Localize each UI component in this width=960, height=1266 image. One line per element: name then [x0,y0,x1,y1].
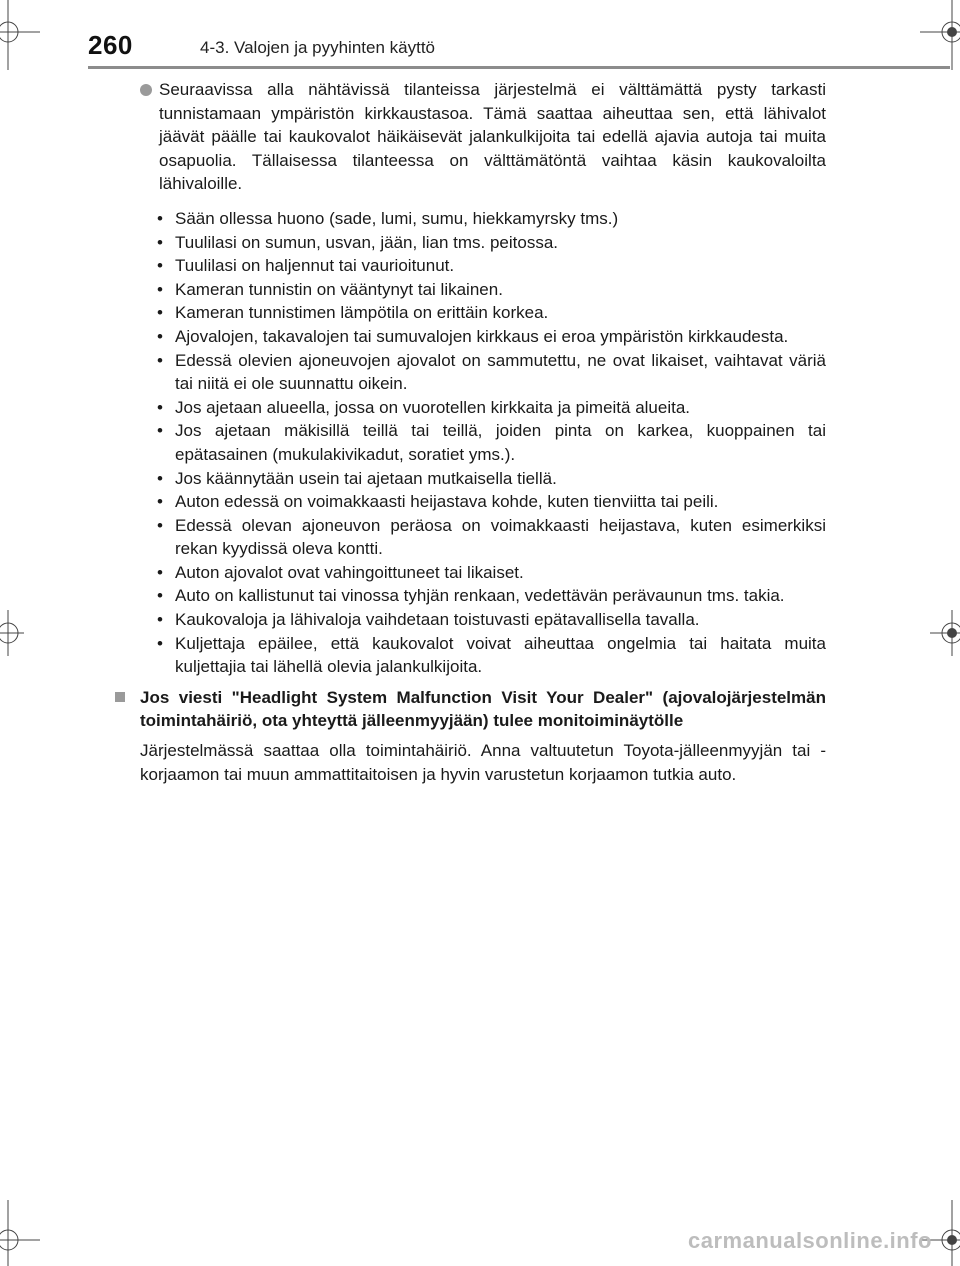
square-bullet-icon [115,692,125,702]
bullet-dot-icon: • [157,515,163,535]
list-item: • Ajovalojen, takavalojen tai sumuvalojen kirkkaus ei eroa ympäristön kirkkaudesta. [157,325,826,349]
list-item: • Auton edessä on voimakkaasti heijastava kohde, kuten tienviitta tai peili. [157,490,826,514]
bullet-dot-icon: • [157,208,163,228]
malfunction-body: Järjestelmässä saattaa olla toimintahäiriö. Anna valtuutetun Toyota-jälleenmyyjän tai -korjaamon tai muun ammattitaitoisen ja hyvin varustetun korjaamon tutkia auto. [140,741,826,784]
bullet-dot-icon: • [157,468,163,488]
crop-mark-top-left [0,0,40,70]
circle-bullet-icon [140,84,152,96]
bullet-dot-icon: • [157,256,163,276]
malfunction-heading: Jos viesti "Headlight System Malfunction Visit Your Dealer" (ajovalojärjestelmän toimintahäiriö, ota yhteyttä jälleenmyyjään) tulee monitoiminäytölle [140,687,826,731]
list-item: • Auton ajovalot ovat vahingoittuneet tai likaiset. [157,561,826,585]
main-content [140,78,826,786]
list-item: • Edessä olevien ajoneuvojen ajovalot on sammutettu, ne ovat likaiset, vaihtavat väriä tai niitä ei ole suunnattu oikein. [157,350,826,394]
bullet-dot-icon: • [157,279,163,299]
bullet-dot-icon: • [157,232,163,252]
list-item: • Jos ajetaan alueella, jossa on vuorotellen kirkkaita ja pimeitä alueita. [157,396,826,420]
section-title: 4-3. Valojen ja pyyhinten käyttö [200,38,435,57]
bullet-dot-icon: • [157,562,163,582]
list-item: • Jos käännytään usein tai ajetaan mutkaisella tiellä. [157,467,826,491]
crop-mark-bottom-left [0,1200,40,1266]
watermark: carmanualsonline.info [688,1228,932,1253]
bullet-dot-icon: • [157,633,163,653]
page-number: 260 [88,30,133,60]
list-item: • Tuulilasi on sumun, usvan, jään, lian tms. peitossa. [157,231,826,255]
bullet-dot-icon: • [157,492,163,512]
intro-paragraph [140,78,826,196]
bullet-dot-icon: • [157,303,163,323]
bullet-dot-icon: • [157,586,163,606]
bullet-dot-icon: • [157,326,163,346]
list-item: • Kameran tunnistin on vääntynyt tai likainen. [157,278,826,302]
list-item: • Jos ajetaan mäkisillä teillä tai teillä, joiden pinta on karkea, kuoppainen tai epätasainen (mukulakivikadut, soratiet yms.). [157,421,826,464]
list-item: • Edessä olevan ajoneuvon peräosa on voimakkaasti heijastava, kuten esimerkiksi rekan kyydissä oleva kontti. [157,515,826,559]
list-item: • Auto on kallistunut tai vinossa tyhjän renkaan, vedettävän perävaunun tms. takia. [157,584,826,608]
conditions-list [140,207,826,679]
crop-mark-middle-left [0,610,40,656]
list-item: • Tuulilasi on haljennut tai vaurioitunut. [157,254,826,278]
list-item: • Kaukovaloja ja lähivaloja vaihdetaan toistuvasti epätavallisella tavalla. [157,608,826,632]
malfunction-heading-block [140,686,826,733]
bullet-dot-icon: • [157,421,163,441]
list-item: • Sään ollessa huono (sade, lumi, sumu, hiekkamyrsky tms.) [157,207,826,231]
bullet-dot-icon: • [157,350,163,370]
bullet-dot-icon: • [157,610,163,630]
crop-mark-middle-right [920,610,960,656]
crop-mark-top-right [920,0,960,70]
list-item: • Kuljettaja epäilee, että kaukovalot voivat aiheuttaa ongelmia tai haitata muita kuljettajia tai lähellä olevia jalankulkijoita. [157,633,826,677]
list-item: • Kameran tunnistimen lämpötila on erittäin korkea. [157,301,826,325]
bullet-dot-icon: • [157,397,163,417]
intro-text: Seuraavissa alla nähtävissä tilanteissa järjestelmä ei välttämättä pysty tarkasti tunnistamaan ympäristön kirkkaustasoa. Tämä saattaa aiheuttaa sen, että lähivalot jäävät päälle tai kaukovalot häikäisevät jalankulkijoita tai edellä ajavia autoja tai muita osapuolia. Tällaisessa tilanteessa on välttämätöntä vaihtaa käsin kaukovaloilta lähivaloille. [159,80,826,194]
header-rule [88,66,950,69]
